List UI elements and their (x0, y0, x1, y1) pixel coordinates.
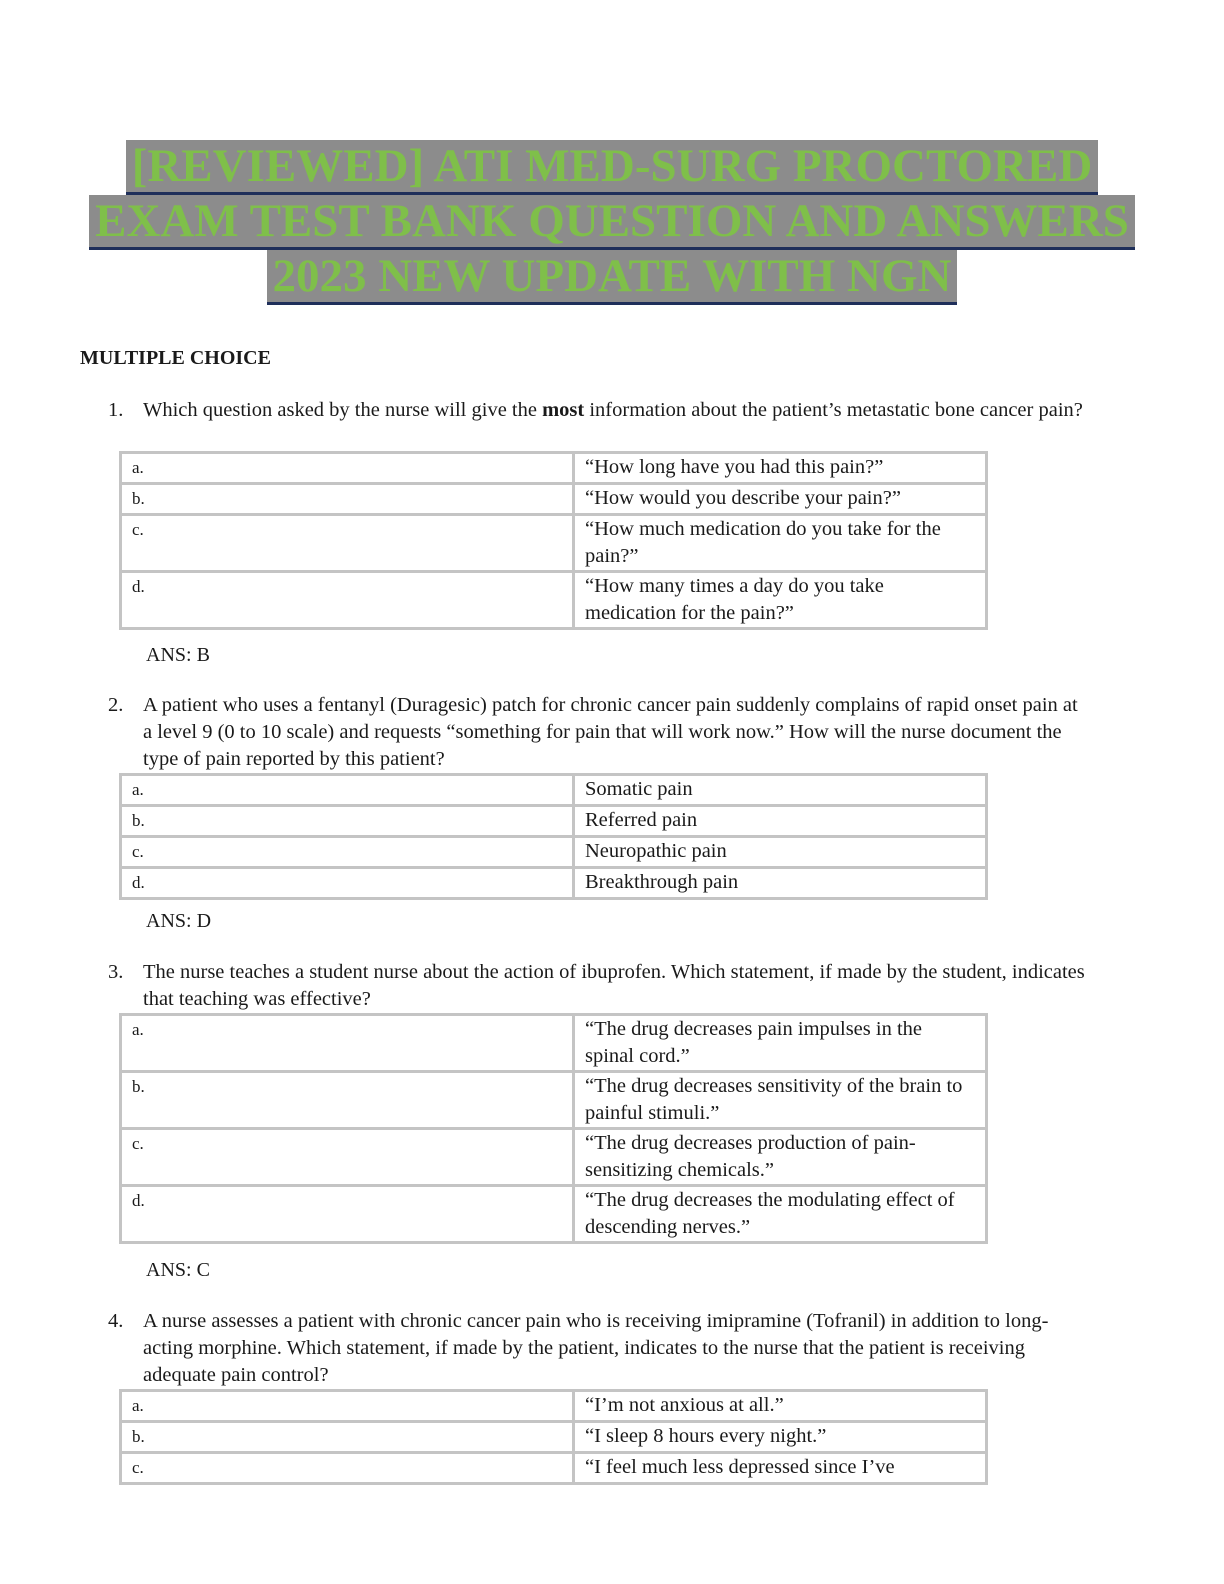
option-text: “How long have you had this pain?” (574, 453, 987, 484)
question-text-part: Which question asked by the nurse will give the (143, 399, 543, 421)
option-letter: b. (121, 1422, 574, 1453)
question-number: 4. (108, 1310, 124, 1332)
option-row (121, 806, 987, 837)
question-number: 3. (108, 961, 124, 983)
question-text: A patient who uses a fentanyl (Duragesic) patch for chronic cancer pain suddenly complains of rapid onset pain at a level 9 (0 to 10 scale) and requests “something for pain that will work now.” How will the nurse document the type of pain reported by this patient? (143, 694, 1078, 770)
question-text (143, 397, 1088, 424)
question-1 (108, 397, 1088, 424)
option-row (121, 775, 987, 806)
answer-value: C (196, 1259, 210, 1281)
option-row (121, 453, 987, 484)
title-line-text: EXAM TEST BANK QUESTION AND ANSWERS (89, 195, 1135, 250)
option-letter: a. (121, 1015, 574, 1072)
option-row (121, 868, 987, 899)
option-text: “I feel much less depressed since I’ve (574, 1453, 987, 1484)
option-row (121, 1391, 987, 1422)
title-line (0, 250, 1224, 305)
question-text: A nurse assesses a patient with chronic cancer pain who is receiving imipramine (Tofranil) in addition to long-acting morphine. Which statement, if made by the patient, indicates to the nurse that the patient is receiving adequate pain control? (143, 1310, 1049, 1386)
option-letter: a. (121, 1391, 574, 1422)
answer-label: ANS: (146, 644, 192, 666)
option-letter: a. (121, 453, 574, 484)
question-3 (108, 959, 1088, 1013)
option-row (121, 1422, 987, 1453)
option-text: “How would you describe your pain?” (574, 484, 987, 515)
question-text: The nurse teaches a student nurse about the action of ibuprofen. Which statement, if made by the student, indicates that teaching was effective? (143, 961, 1085, 1010)
question-text-part: information about the patient’s metastatic bone cancer pain? (584, 399, 1083, 421)
question-text-emphasis: most (542, 399, 585, 421)
option-row (121, 837, 987, 868)
option-row (121, 484, 987, 515)
options-table-4 (119, 1389, 988, 1485)
answer-value: D (196, 910, 212, 932)
answer-2 (146, 910, 211, 933)
option-text: “The drug decreases production of pain-sensitizing chemicals.” (574, 1129, 987, 1186)
option-text: “I sleep 8 hours every night.” (574, 1422, 987, 1453)
title-line-text: 2023 NEW UPDATE WITH NGN (267, 250, 958, 305)
option-text: “I’m not anxious at all.” (574, 1391, 987, 1422)
option-row (121, 1186, 987, 1243)
option-letter: d. (121, 1186, 574, 1243)
question-number: 2. (108, 694, 124, 716)
options-table-3 (119, 1013, 988, 1244)
option-row (121, 1453, 987, 1484)
option-text: “The drug decreases pain impulses in the spinal cord.” (574, 1015, 987, 1072)
option-row (121, 1072, 987, 1129)
option-letter: c. (121, 515, 574, 572)
option-text: “How many times a day do you take medication for the pain?” (574, 572, 987, 629)
answer-value: B (196, 644, 210, 666)
option-letter: d. (121, 868, 574, 899)
option-text: “The drug decreases sensitivity of the brain to painful stimuli.” (574, 1072, 987, 1129)
option-text: “How much medication do you take for the pain?” (574, 515, 987, 572)
answer-1 (146, 644, 210, 667)
option-row (121, 572, 987, 629)
answer-label: ANS: (146, 910, 192, 932)
option-row (121, 1015, 987, 1072)
option-text: Somatic pain (574, 775, 987, 806)
option-row (121, 515, 987, 572)
option-letter: b. (121, 1072, 574, 1129)
option-text: Referred pain (574, 806, 987, 837)
option-letter: d. (121, 572, 574, 629)
option-text: Breakthrough pain (574, 868, 987, 899)
option-letter: a. (121, 775, 574, 806)
section-heading: MULTIPLE CHOICE (80, 347, 271, 369)
document-title (0, 140, 1224, 305)
answer-3 (146, 1259, 210, 1282)
answer-label: ANS: (146, 1259, 192, 1281)
option-row (121, 1129, 987, 1186)
title-line-text: [REVIEWED] ATI MED-SURG PROCTORED (126, 140, 1099, 195)
title-line (0, 140, 1224, 195)
option-letter: b. (121, 806, 574, 837)
option-text: Neuropathic pain (574, 837, 987, 868)
option-letter: b. (121, 484, 574, 515)
option-letter: c. (121, 1453, 574, 1484)
question-number: 1. (108, 399, 124, 421)
question-2 (108, 692, 1088, 773)
options-table-2 (119, 773, 988, 900)
option-letter: c. (121, 837, 574, 868)
option-letter: c. (121, 1129, 574, 1186)
question-4 (108, 1308, 1088, 1389)
option-text: “The drug decreases the modulating effect of descending nerves.” (574, 1186, 987, 1243)
title-line (0, 195, 1224, 250)
options-table-1 (119, 451, 988, 630)
